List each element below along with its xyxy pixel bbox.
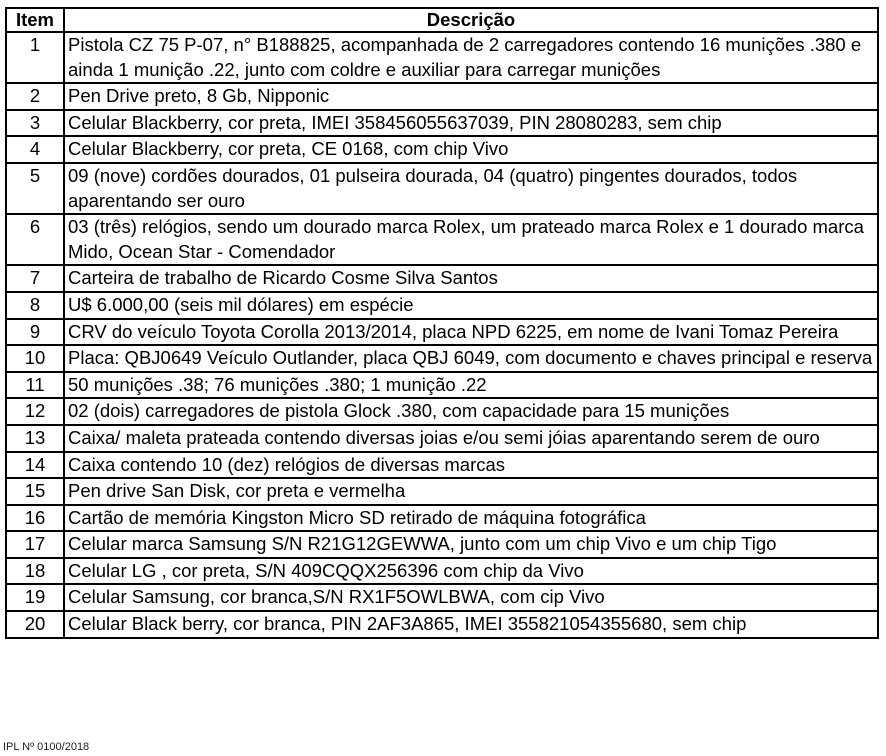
document-footer: IPL Nº 0100/2018 [3, 741, 90, 753]
item-number: 20 [6, 611, 64, 638]
item-number: 2 [6, 83, 64, 110]
item-number: 3 [6, 110, 64, 137]
table-body [6, 32, 878, 638]
item-number: 1 [6, 32, 64, 83]
table-row [6, 110, 878, 137]
item-description: 09 (nove) cordões dourados, 01 pulseira dourada, 04 (quatro) pingentes dourados, todos aparentando ser ouro [64, 163, 878, 214]
item-number: 18 [6, 558, 64, 585]
item-number: 4 [6, 136, 64, 163]
table-header-row [6, 8, 878, 32]
item-description: Celular LG , cor preta, S/N 409CQQX256396 com chip da Vivo [64, 558, 878, 585]
item-description: 03 (três) relógios, sendo um dourado marca Rolex, um prateado marca Rolex e 1 dourado marca Mido, Ocean Star - Comendador [64, 214, 878, 265]
table-row [6, 505, 878, 532]
item-number: 13 [6, 425, 64, 452]
item-number: 5 [6, 163, 64, 214]
item-description: Carteira de trabalho de Ricardo Cosme Silva Santos [64, 265, 878, 292]
table-row [6, 163, 878, 214]
item-description: Celular Blackberry, cor preta, CE 0168, com chip Vivo [64, 136, 878, 163]
table-row [6, 531, 878, 558]
table-row [6, 319, 878, 346]
item-description: Cartão de memória Kingston Micro SD retirado de máquina fotográfica [64, 505, 878, 532]
item-description: Celular Blackberry, cor preta, IMEI 358456055637039, PIN 28080283, sem chip [64, 110, 878, 137]
table-row [6, 292, 878, 319]
item-number: 9 [6, 319, 64, 346]
item-description: Celular Black berry, cor branca, PIN 2AF3A865, IMEI 355821054355680, sem chip [64, 611, 878, 638]
item-description: U$ 6.000,00 (seis mil dólares) em espécie [64, 292, 878, 319]
table-row [6, 611, 878, 638]
item-number: 11 [6, 372, 64, 399]
item-number: 14 [6, 452, 64, 479]
item-description: Placa: QBJ0649 Veículo Outlander, placa QBJ 6049, com documento e chaves principal e reserva [64, 345, 878, 372]
item-description: Pen drive San Disk, cor preta e vermelha [64, 478, 878, 505]
table-row [6, 452, 878, 479]
seized-items-sheet [5, 7, 877, 639]
item-number: 10 [6, 345, 64, 372]
item-number: 6 [6, 214, 64, 265]
item-number: 16 [6, 505, 64, 532]
item-description: 02 (dois) carregadores de pistola Glock .380, com capacidade para 15 munições [64, 398, 878, 425]
item-description: 50 munições .38; 76 munições .380; 1 munição .22 [64, 372, 878, 399]
item-description: Pen Drive preto, 8 Gb, Nipponic [64, 83, 878, 110]
table-row [6, 214, 878, 265]
item-description: Caixa/ maleta prateada contendo diversas joias e/ou semi jóias aparentando serem de ouro [64, 425, 878, 452]
item-number: 15 [6, 478, 64, 505]
table-row [6, 32, 878, 83]
item-number: 8 [6, 292, 64, 319]
item-number: 12 [6, 398, 64, 425]
item-description: Celular marca Samsung S/N R21G12GEWWA, junto com um chip Vivo e um chip Tigo [64, 531, 878, 558]
item-number: 17 [6, 531, 64, 558]
item-description: CRV do veículo Toyota Corolla 2013/2014, placa NPD 6225, em nome de Ivani Tomaz Pereira [64, 319, 878, 346]
table-row [6, 478, 878, 505]
seized-items-table [5, 7, 879, 639]
table-row [6, 398, 878, 425]
table-row [6, 584, 878, 611]
item-number: 19 [6, 584, 64, 611]
item-description: Pistola CZ 75 P-07, n° B188825, acompanhada de 2 carregadores contendo 16 munições .380 e ainda 1 munição .22, junto com coldre e auxiliar para carregar munições [64, 32, 878, 83]
item-description: Celular Samsung, cor branca,S/N RX1F5OWLBWA, com cip Vivo [64, 584, 878, 611]
table-row [6, 372, 878, 399]
table-row [6, 425, 878, 452]
table-row [6, 558, 878, 585]
table-row [6, 83, 878, 110]
item-number: 7 [6, 265, 64, 292]
item-description: Caixa contendo 10 (dez) relógios de diversas marcas [64, 452, 878, 479]
header-description: Descrição [64, 8, 878, 32]
header-item: Item [6, 8, 64, 32]
table-row [6, 136, 878, 163]
table-row [6, 265, 878, 292]
table-row [6, 345, 878, 372]
